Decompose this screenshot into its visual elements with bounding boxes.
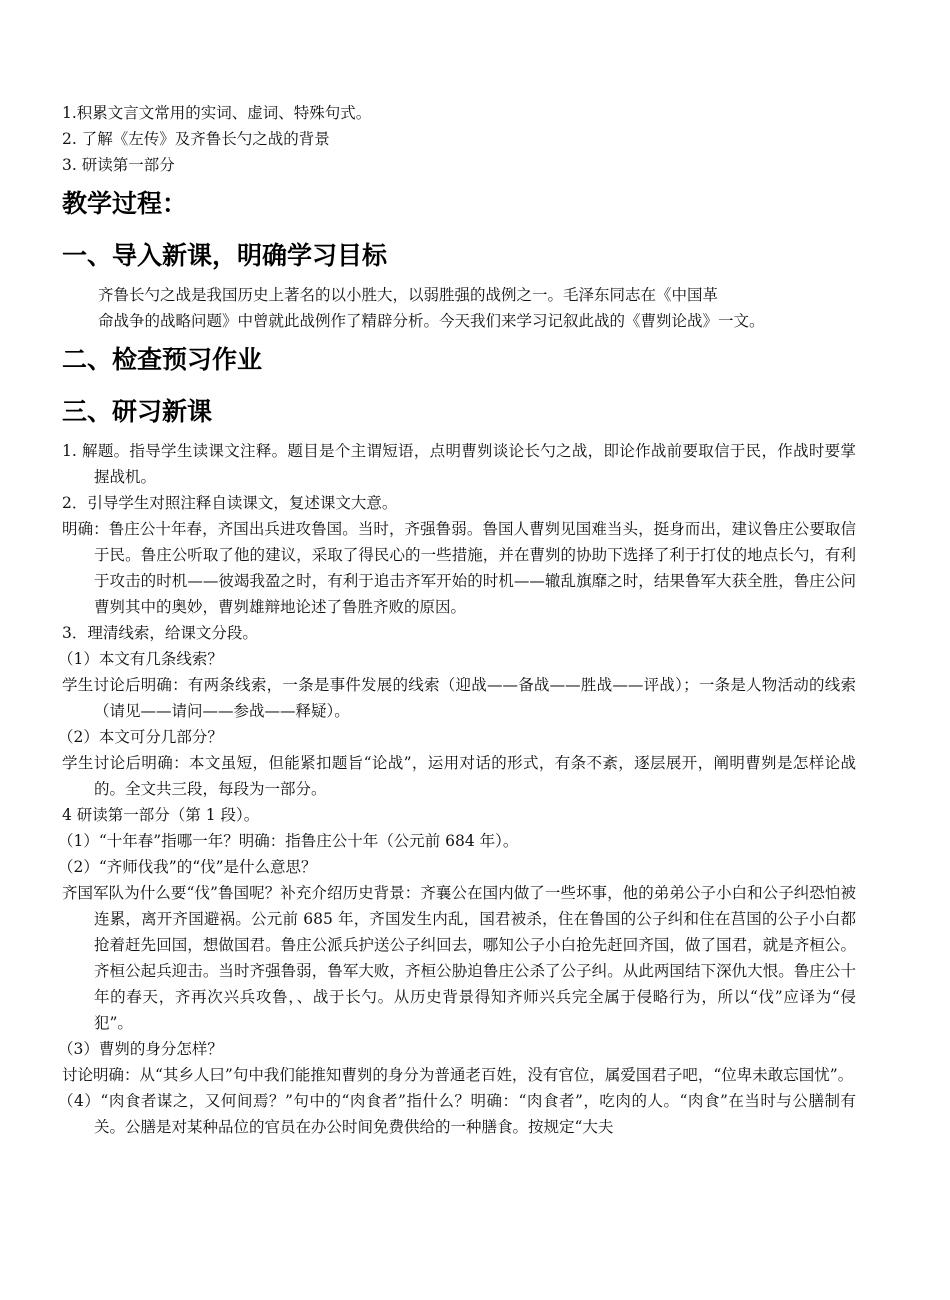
objective-3: 3. 研读第一部分	[62, 156, 175, 174]
item-title-explanation: 1. 解题。指导学生读课文注释。题目是个主谓短语，点明曹刿谈论长勺之战，即论作战前要取信于民，作战时要掌握战机。	[62, 442, 856, 486]
objective-2: 2. 了解《左传》及齐鲁长勺之战的背景	[62, 130, 330, 148]
answer-2: 学生讨论后明确：本文虽短，但能紧扣题旨“论战”，运用对话的形式，有条不紊，逐层展开，阐明曹刿是怎样论战的。全文共三段，每段为一部分。	[62, 754, 856, 798]
question-ten-years-spring: （1）“十年春”指哪一年？明确：指鲁庄公十年（公元前 684 年）。	[58, 832, 519, 850]
question-meat-eaters: （4）“肉食者谋之，又何间焉？”句中的“肉食者”指什么？明确：“肉食者”，吃肉的人。“肉食”在当时与公膳制有关。公膳是对某种品位的官员在办公时间免费供给的一种膳食。按规定“大夫	[58, 1092, 856, 1136]
section-3-heading: 三、研习新课	[62, 397, 213, 426]
item-part-one-study: 4 研读第一部分（第 1 段）。	[62, 806, 260, 824]
question-2: （2）本文可分几部分？	[58, 728, 223, 746]
item-clues-instruction: 3．理清线索，给课文分段。	[62, 624, 258, 642]
question-1: （1）本文有几条线索？	[58, 650, 223, 668]
teaching-process-heading: 教学过程：	[62, 189, 188, 218]
section-1-paragraph-line-2: 命战争的战略问题》中曾就此战例作了精辟分析。今天我们来学习记叙此战的《曹刿论战》一文。	[98, 312, 765, 330]
section-1-heading: 一、导入新课，明确学习目标	[62, 241, 388, 270]
answer-historical-background: 齐国军队为什么要“伐”鲁国呢？补充介绍历史背景：齐襄公在国内做了一些坏事，他的弟弟公子小白和公子纠恐怕被连累，离开齐国避祸。公元前 685 年，齐国发生内乱，国君被杀，住在鲁国的公子纠和住在莒国的公子小白都抢着赶先回国，想做国君。鲁庄公派兵护送公子纠回去，哪知公子小白抢先赶回齐国，做了国君，就是齐桓公。齐桓公起兵迎击。当时齐强鲁弱，鲁军大败，齐桓公胁迫鲁庄公杀了公子纠。从此两国结下深仇大恨。鲁庄公十年的春天，齐再次兴兵攻鲁，、战于长勺。从历史背景得知齐师兴兵完全属于侵略行为，所以“伐”应译为“侵犯”。	[62, 884, 856, 1032]
section-1-paragraph-line-1: 齐鲁长勺之战是我国历史上著名的以小胜大，以弱胜强的战例之一。毛泽东同志在《中国革	[98, 286, 719, 304]
item-summary-answer: 明确：鲁庄公十年春，齐国出兵进攻鲁国。当时，齐强鲁弱。鲁国人曹刿见国难当头，挺身而出，建议鲁庄公要取信于民。鲁庄公听取了他的建议，采取了得民心的一些措施，并在曹刿的协助下选择了利于打仗的地点长勺，有利于攻击的时机——彼竭我盈之时，有利于追击齐军开始的时机——辙乱旗靡之时，结果鲁军大获全胜，鲁庄公问曹刿其中的奥妙，曹刿雄辩地论述了鲁胜齐败的原因。	[62, 520, 856, 616]
question-fa-meaning: （2）“齐师伐我”的“伐”是什么意思？	[58, 858, 317, 876]
objective-1: 1.积累文言文常用的实词、虚词、特殊句式。	[62, 104, 372, 122]
question-cao-gui-identity: （3）曹刿的身分怎样？	[58, 1040, 223, 1058]
section-1-paragraph	[62, 282, 856, 334]
answer-1: 学生讨论后明确：有两条线索，一条是事件发展的线索（迎战——备战——胜战——评战）；一条是人物活动的线索（请见——请问——参战——释疑）。	[62, 676, 856, 720]
section-2-heading: 二、检查预习作业	[62, 345, 263, 374]
item-retell-instruction: 2．引导学生对照注释自读课文，复述课文大意。	[62, 494, 398, 512]
answer-cao-gui-identity: 讨论明确：从“其乡人曰”句中我们能推知曹刿的身分为普通老百姓，没有官位，属爱国君子吧，“位卑未敢忘国忧”。	[62, 1066, 854, 1084]
document-page	[58, 100, 856, 1140]
